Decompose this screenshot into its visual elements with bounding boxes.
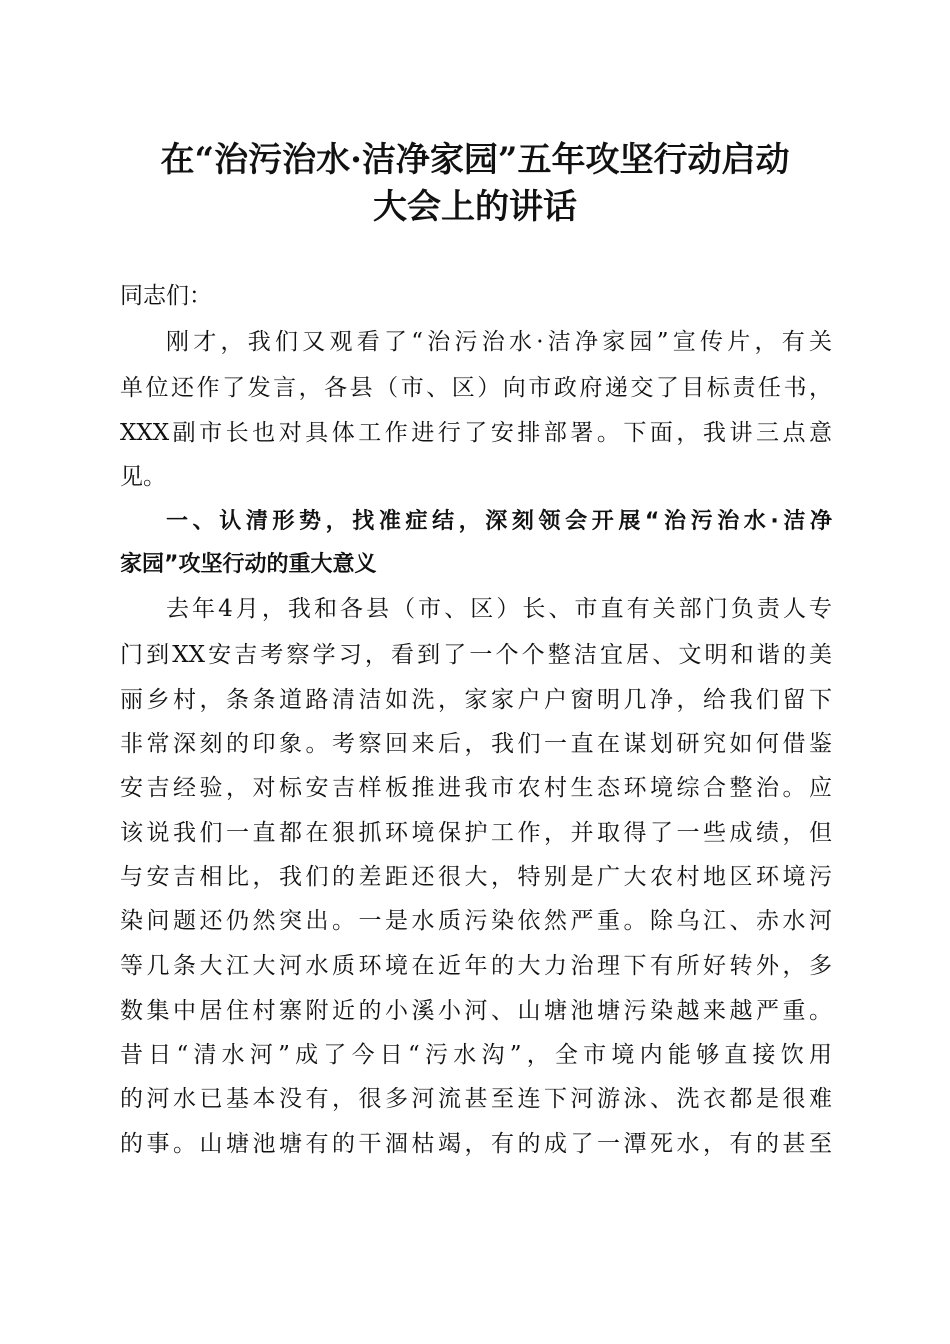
paragraph-line: 见。	[120, 464, 166, 490]
paragraph-line: 染问题还仍然突出。一是水质污染依然严重。除乌江、赤水河	[120, 908, 832, 934]
paragraph-line: 的事。山塘池塘有的干涸枯竭，有的成了一潭死水，有的甚至	[120, 1131, 832, 1157]
paragraph-line: 非常深刻的印象。考察回来后，我们一直在谋划研究如何借鉴	[120, 731, 832, 757]
paragraph-line: XXX副市长也对具体工作进行了安排部署。下面，我讲三点意	[120, 420, 832, 446]
paragraph-line: 数集中居住村寨附近的小溪小河、山塘池塘污染越来越严重。	[120, 998, 832, 1024]
paragraph-line: 刚才，我们又观看了“治污治水·洁净家园”宣传片，有关	[166, 329, 832, 355]
paragraph-line: 昔日“清水河”成了今日“污水沟”，全市境内能够直接饮用	[120, 1042, 832, 1068]
document-title-line-2: 大会上的讲话	[373, 187, 577, 227]
salutation: 同志们：	[120, 283, 212, 309]
paragraph-line: 该说我们一直都在狠抓环境保护工作，并取得了一些成绩，但	[120, 820, 832, 846]
paragraph-line: 单位还作了发言，各县（市、区）向市政府递交了目标责任书，	[120, 375, 832, 401]
section-heading-line: 家园”攻坚行动的重大意义	[120, 552, 377, 577]
paragraph-line: 丽乡村，条条道路清洁如洗，家家户户窗明几净，给我们留下	[120, 687, 832, 713]
paragraph-line: 与安吉相比，我们的差距还很大，特别是广大农村地区环境污	[120, 864, 832, 890]
paragraph-line: 等几条大江大河水质环境在近年的大力治理下有所好转外，多	[120, 953, 832, 979]
section-heading-line: 一、认清形势，找准症结，深刻领会开展“治污治水·洁净	[166, 509, 832, 534]
paragraph-line: 安吉经验，对标安吉样板推进我市农村生态环境综合整治。应	[120, 775, 832, 801]
paragraph-line: 去年4月，我和各县（市、区）长、市直有关部门负责人专	[166, 596, 832, 622]
paragraph-line: 门到XX安吉考察学习，看到了一个个整洁宜居、文明和谐的美	[120, 642, 832, 668]
document-title-line-1: 在“治污治水·洁净家园”五年攻坚行动启动	[160, 140, 790, 180]
paragraph-line: 的河水已基本没有，很多河流甚至连下河游泳、洗衣都是很难	[120, 1086, 832, 1112]
